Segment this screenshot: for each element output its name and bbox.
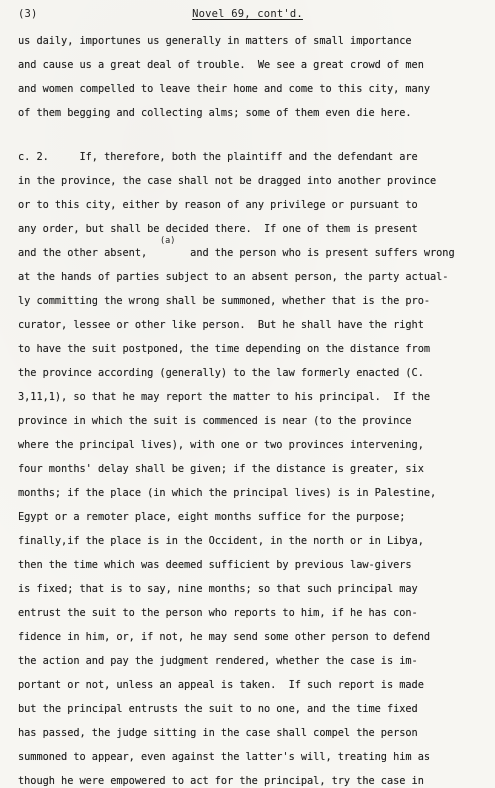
text-line: in the province, the case shall not be dragged into another province: [18, 175, 437, 187]
running-head: Novel 69, cont'd.: [192, 8, 303, 20]
text-line: and cause us a great deal of trouble. We see a great crowd of men: [18, 59, 424, 71]
text-line: of them begging and collecting alms; some of them even die here.: [18, 107, 412, 119]
text-line: or to this city, either by reason of any privilege or pursuant to: [18, 199, 418, 211]
text-line: Egypt or a remoter place, eight months suffice for the purpose;: [18, 511, 406, 523]
text-line: c. 2. If, therefore, both the plaintiff and the defendant are: [18, 151, 418, 163]
text-line: the province according (generally) to the law formerly enacted (C.: [18, 367, 424, 379]
text-line: the action and pay the judgment rendered, whether the case is im-: [18, 655, 418, 667]
text-line: entrust the suit to the person who reports to him, if he has con-: [18, 607, 418, 619]
text-line: finally,if the place is in the Occident, in the north or in Libya,: [18, 535, 424, 547]
text-line: has passed, the judge sitting in the case shall compel the person: [18, 727, 418, 739]
text-line: ly committing the wrong shall be summoned, whether that is the pro-: [18, 295, 431, 307]
text-line: though he were empowered to act for the principal, try the case in: [18, 775, 424, 787]
text-line: us daily, importunes us generally in matters of small importance: [18, 35, 412, 47]
text-line: where the principal lives), with one or two provinces intervening,: [18, 439, 424, 451]
text-line: portant or not, unless an appeal is taken. If such report is made: [18, 679, 424, 691]
footnote-marker: (a): [160, 236, 176, 246]
text-line: but the principal entrusts the suit to no one, and the time fixed: [18, 703, 418, 715]
text-line: and women compelled to leave their home and come to this city, many: [18, 83, 431, 95]
text-line: then the time which was deemed sufficient by previous law-givers: [18, 559, 412, 571]
text-line: is fixed; that is to say, nine months; so that such principal may: [18, 583, 418, 595]
text-line: province in which the suit is commenced is near (to the province: [18, 415, 412, 427]
text-line: at the hands of parties subject to an absent person, the party actual-: [18, 271, 449, 283]
page-header: [18, 8, 477, 24]
text-line: and the other absent, and the person who is present suffers wrong: [18, 247, 455, 259]
text-line: any order, but shall be decided there. If one of them is present: [18, 223, 418, 235]
text-line: months; if the place (in which the principal lives) is in Palestine,: [18, 487, 437, 499]
text-line: to have the suit postponed, the time depending on the distance from: [18, 343, 431, 355]
page-number: (3): [18, 8, 38, 20]
text-line: four months' delay shall be given; if the distance is greater, six: [18, 463, 424, 475]
text-line: 3,11,1), so that he may report the matter to his principal. If the: [18, 391, 431, 403]
text-line: curator, lessee or other like person. But he shall have the right: [18, 319, 424, 331]
text-line: summoned to appear, even against the latter's will, treating him as: [18, 751, 431, 763]
text-line: fidence in him, or, if not, he may send some other person to defend: [18, 631, 431, 643]
